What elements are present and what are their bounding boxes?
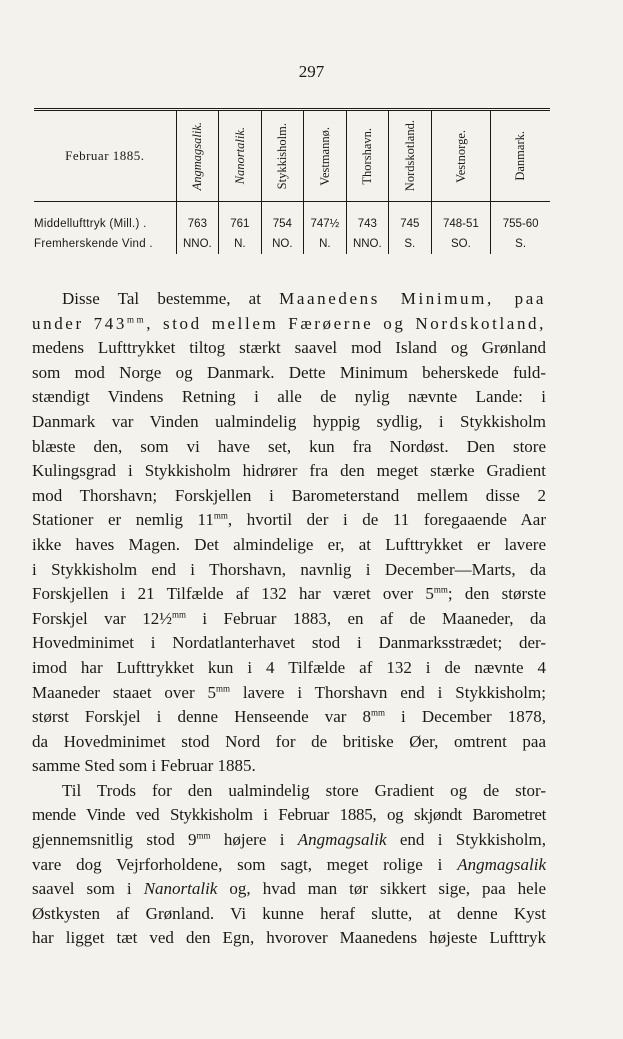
text-line: vare dog Vejrforholdene, som sagt, meget rolige i Angmagsalik: [32, 854, 547, 874]
text-line: medens Lufttrykket tiltog stærkt saavel mod Island og Grønland: [32, 338, 546, 358]
station-header-thorshavn: [346, 110, 388, 202]
body-text: [32, 287, 546, 951]
table-cell: S.: [389, 234, 431, 254]
paragraph-2: [32, 779, 546, 951]
text-line: Forskjellen i 21 Tilfælde af 132 har været over $5^{mm}$; den største: [32, 584, 546, 604]
table-cell: 761: [219, 202, 261, 235]
row-label: Fremherskende Vind .: [34, 238, 153, 250]
station-header-nanortalik: [219, 110, 261, 202]
table-cell: S.: [491, 234, 550, 254]
table-cell: 743: [346, 202, 388, 235]
text-line: blæste den, som vi have set, kun fra Nordøst. Den store: [32, 436, 546, 456]
station-name: Thorshavn.: [360, 127, 375, 185]
table-cell: 748-51: [431, 202, 491, 235]
table-cell: NNO.: [176, 234, 218, 254]
text-line: Danmark var Vinden ualmindelig hyppig sydlig, i Stykkisholm: [32, 411, 546, 431]
table-cell: N.: [219, 234, 261, 254]
station-name: Vestmannø.: [317, 126, 332, 186]
station-name: Vestnorge.: [453, 129, 468, 183]
table-row: [34, 202, 550, 235]
text-line: i Stykkisholm end i Thorshavn, navnlig i December—Marts, da: [32, 559, 546, 579]
text-line: under $743^{mm}$, stod mellem Færøerne og Nordskotland,: [32, 313, 546, 333]
station-name: Nordskotland.: [402, 120, 417, 192]
row-label: Middellufttryk (Mill.) .: [34, 218, 147, 230]
text-line: Maaneder staaet over $5^{mm}$ lavere i Thorshavn end i Stykkisholm;: [32, 682, 546, 702]
table-row: [34, 234, 550, 254]
text-line: samme Sted som i Februar 1885.: [32, 756, 256, 776]
text-line: som mod Norge og Danmark. Dette Minimum beherskede fuld-: [32, 362, 546, 382]
text-line: Kulingsgrad i Stykkisholm hidrører fra den meget stærke Gradient: [32, 461, 546, 481]
station-name: Angmagsalik.: [190, 121, 205, 191]
table-cell: 754: [261, 202, 303, 235]
text-line: Hovedminimet i Nordatlanterhavet stod i Danmarksstrædet; der-: [32, 633, 546, 653]
table-header-row: [34, 110, 550, 202]
text-line: stændigt Vindens Retning i alle de nylig nævnte Lande: i: [32, 387, 546, 407]
table-cell: SO.: [431, 234, 491, 254]
station-header-stykkisholm: [261, 110, 303, 202]
paragraph-1: [32, 287, 546, 779]
table-month-header: Februar 1885.: [34, 110, 176, 202]
text-line: mod Thorshavn; Forskjellen i Barometerstand mellem disse 2: [32, 485, 546, 505]
table-cell: 755-60: [491, 202, 550, 235]
station-header-angmagsalik: [176, 110, 218, 202]
table-cell: N.: [304, 234, 346, 254]
table-cell: 747½: [304, 202, 346, 235]
pressure-wind-table: [34, 108, 550, 254]
text-line: Disse Tal bestemme, at Maanedens Minimum, paa: [62, 289, 546, 308]
text-line: Forskjel var 12½$^{mm}$ i Februar 1883, en af de Maaneder, da: [32, 608, 546, 628]
text-line: Til Trods for den ualmindelig store Gradient og de stor-: [62, 780, 546, 800]
text-line: imod har Lufttrykket kun i 4 Tilfælde af 132 i de nævnte 4: [32, 657, 546, 677]
text-line: gjennemsnitlig stod $9^{mm}$ højere i Angmagsalik end i Stykkisholm,: [32, 830, 546, 850]
text-line: størst Forskjel i denne Henseende var $8^{mm}$ i December 1878,: [32, 707, 546, 727]
text-line: Østkysten af Grønland. Vi kunne heraf slutte, at denne Kyst: [32, 903, 546, 923]
text-line: har ligget tæt ved den Egn, hvorover Maanedens højeste Lufttryk: [32, 928, 546, 948]
station-header-nordskotland: [389, 110, 431, 202]
station-header-vestnorge: [431, 110, 491, 202]
text-line: mende Vinde ved Stykkisholm i Februar 1885, og skjøndt Barometret: [32, 805, 546, 825]
text-line: Stationer er nemlig $11^{mm}$, hvortil der i de 11 foregaaende Aar: [32, 510, 546, 530]
table-cell: NO.: [261, 234, 303, 254]
station-header-vestmanno: [304, 110, 346, 202]
table-cell: NNO.: [346, 234, 388, 254]
text-line: da Hovedminimet stod Nord for de britiske Øer, omtrent paa: [32, 731, 546, 751]
text-line: saavel som i Nanortalik og, hvad man tør sikkert sige, paa hele: [32, 879, 546, 899]
station-header-danmark: [491, 110, 550, 202]
table-cell: 745: [389, 202, 431, 235]
station-name: Stykkisholm.: [275, 122, 290, 190]
table-cell: 763: [176, 202, 218, 235]
station-name: Nanortalik.: [232, 127, 247, 185]
page-number: 297: [298, 62, 325, 81]
text-line: ikke haves Magen. Det almindelige er, at Lufttrykket er lavere: [32, 534, 546, 554]
station-name: Danmark.: [513, 131, 528, 181]
